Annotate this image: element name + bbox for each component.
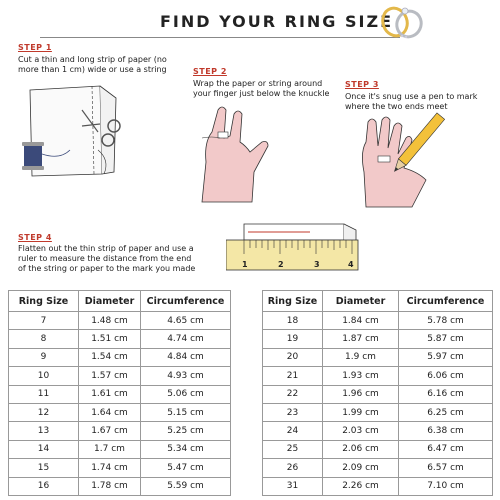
cell-ring-size: 31 — [263, 477, 323, 495]
cell-diameter: 1.84 cm — [323, 312, 399, 330]
cell-ring-size: 13 — [9, 422, 79, 440]
cell-diameter: 1.61 cm — [79, 385, 141, 403]
ruler-illustration — [226, 220, 360, 276]
cell-circumference: 4.65 cm — [141, 312, 231, 330]
cell-ring-size: 24 — [263, 422, 323, 440]
cell-ring-size: 10 — [9, 367, 79, 385]
cell-circumference: 6.57 cm — [399, 459, 493, 477]
cell-ring-size: 22 — [263, 385, 323, 403]
table-row — [9, 422, 231, 440]
size-table-left — [8, 290, 231, 496]
step-3-line-1: Once it's snug use a pen to mark — [345, 92, 478, 101]
step-3-line-2: where the two ends meet — [345, 102, 448, 111]
table-row — [263, 312, 493, 330]
table-row — [9, 403, 231, 421]
table-row — [9, 367, 231, 385]
ruler-number-1: 1 — [242, 260, 248, 269]
cell-circumference: 5.25 cm — [141, 422, 231, 440]
cell-diameter: 1.78 cm — [79, 477, 141, 495]
cell-circumference: 5.87 cm — [399, 330, 493, 348]
table-header-row — [9, 291, 231, 312]
cell-circumference: 5.59 cm — [141, 477, 231, 495]
cell-circumference: 5.78 cm — [399, 312, 493, 330]
cell-ring-size: 26 — [263, 459, 323, 477]
header-diameter: Diameter — [79, 291, 141, 312]
step-4-text — [18, 244, 195, 274]
step-2-text — [193, 79, 329, 99]
hand-pencil-icon — [352, 112, 452, 212]
step-2-label: STEP 2 — [193, 67, 227, 76]
table-row — [263, 477, 493, 495]
step-4-label: STEP 4 — [18, 233, 52, 242]
table-row — [9, 477, 231, 495]
step-4-line-2: ruler to measure the distance from the end — [18, 254, 192, 263]
header-circumference: Circumference — [141, 291, 231, 312]
cell-circumference: 6.38 cm — [399, 422, 493, 440]
step-2-line-1: Wrap the paper or string around — [193, 79, 323, 88]
cell-diameter: 1.93 cm — [323, 367, 399, 385]
table-row — [263, 330, 493, 348]
table-row — [9, 459, 231, 477]
cell-diameter: 1.96 cm — [323, 385, 399, 403]
cell-ring-size: 9 — [9, 348, 79, 366]
cell-ring-size: 15 — [9, 459, 79, 477]
cell-ring-size: 18 — [263, 312, 323, 330]
cell-circumference: 5.47 cm — [141, 459, 231, 477]
cell-circumference: 5.34 cm — [141, 440, 231, 458]
step-1-illustration — [20, 80, 140, 180]
cell-diameter: 1.7 cm — [79, 440, 141, 458]
cell-diameter: 1.99 cm — [323, 403, 399, 421]
table-row — [263, 348, 493, 366]
step-1-label: STEP 1 — [18, 43, 52, 52]
ring-size-table-left — [8, 290, 231, 496]
header-diameter: Diameter — [323, 291, 399, 312]
cell-ring-size: 7 — [9, 312, 79, 330]
cell-circumference: 4.74 cm — [141, 330, 231, 348]
cell-diameter: 1.87 cm — [323, 330, 399, 348]
cell-diameter: 1.48 cm — [79, 312, 141, 330]
ring-size-table-right — [262, 290, 493, 496]
table-header-row — [263, 291, 493, 312]
table-row — [263, 385, 493, 403]
header-ring-size: Ring Size — [263, 291, 323, 312]
cell-diameter: 1.51 cm — [79, 330, 141, 348]
cell-ring-size: 16 — [9, 477, 79, 495]
cell-diameter: 1.54 cm — [79, 348, 141, 366]
cell-ring-size: 12 — [9, 403, 79, 421]
cell-ring-size: 11 — [9, 385, 79, 403]
step-3-text — [345, 92, 477, 112]
cell-ring-size: 25 — [263, 440, 323, 458]
table-row — [9, 440, 231, 458]
header-circumference: Circumference — [399, 291, 493, 312]
cell-circumference: 4.93 cm — [141, 367, 231, 385]
cell-ring-size: 14 — [9, 440, 79, 458]
title-divider — [40, 37, 400, 38]
ruler-number-4: 4 — [348, 260, 354, 269]
cell-diameter: 1.67 cm — [79, 422, 141, 440]
table-row — [263, 440, 493, 458]
cell-ring-size: 8 — [9, 330, 79, 348]
size-table-right — [262, 290, 493, 496]
cell-circumference: 7.10 cm — [399, 477, 493, 495]
step-2-line-2: your finger just below the knuckle — [193, 89, 330, 98]
cell-circumference: 6.06 cm — [399, 367, 493, 385]
cell-diameter: 2.26 cm — [323, 477, 399, 495]
step-4-line-3: of the string or paper to the mark you made — [18, 264, 196, 273]
header-ring-size: Ring Size — [9, 291, 79, 312]
cell-diameter: 2.09 cm — [323, 459, 399, 477]
cell-circumference: 6.47 cm — [399, 440, 493, 458]
cell-diameter: 1.9 cm — [323, 348, 399, 366]
cell-circumference: 5.06 cm — [141, 385, 231, 403]
cell-diameter: 2.06 cm — [323, 440, 399, 458]
cell-diameter: 2.03 cm — [323, 422, 399, 440]
step-3-label: STEP 3 — [345, 80, 379, 89]
table-row — [263, 422, 493, 440]
header — [0, 0, 500, 40]
cell-ring-size: 21 — [263, 367, 323, 385]
step-1-line-1: Cut a thin and long strip of paper (no — [18, 55, 167, 64]
cell-diameter: 1.64 cm — [79, 403, 141, 421]
cell-ring-size: 20 — [263, 348, 323, 366]
cell-circumference: 5.15 cm — [141, 403, 231, 421]
hand-wrap-icon — [192, 102, 282, 212]
step-4-line-1: Flatten out the thin strip of paper and use a — [18, 244, 194, 253]
cell-ring-size: 19 — [263, 330, 323, 348]
table-row — [263, 367, 493, 385]
cell-circumference: 4.84 cm — [141, 348, 231, 366]
cell-circumference: 5.97 cm — [399, 348, 493, 366]
table-row — [9, 348, 231, 366]
cell-diameter: 1.74 cm — [79, 459, 141, 477]
step-1-text — [18, 55, 167, 75]
ring-icon — [375, 2, 430, 42]
paper-icon — [30, 86, 116, 176]
ruler-number-2: 2 — [278, 260, 284, 269]
page-title: FIND YOUR RING SIZE — [160, 12, 393, 31]
table-row — [9, 330, 231, 348]
cell-circumference: 6.25 cm — [399, 403, 493, 421]
cell-circumference: 6.16 cm — [399, 385, 493, 403]
table-row — [9, 312, 231, 330]
cell-ring-size: 23 — [263, 403, 323, 421]
ruler-number-3: 3 — [314, 260, 320, 269]
step-1-line-2: more than 1 cm) wide or use a string — [18, 65, 167, 74]
table-row — [263, 403, 493, 421]
table-row — [9, 385, 231, 403]
table-row — [263, 459, 493, 477]
cell-diameter: 1.57 cm — [79, 367, 141, 385]
